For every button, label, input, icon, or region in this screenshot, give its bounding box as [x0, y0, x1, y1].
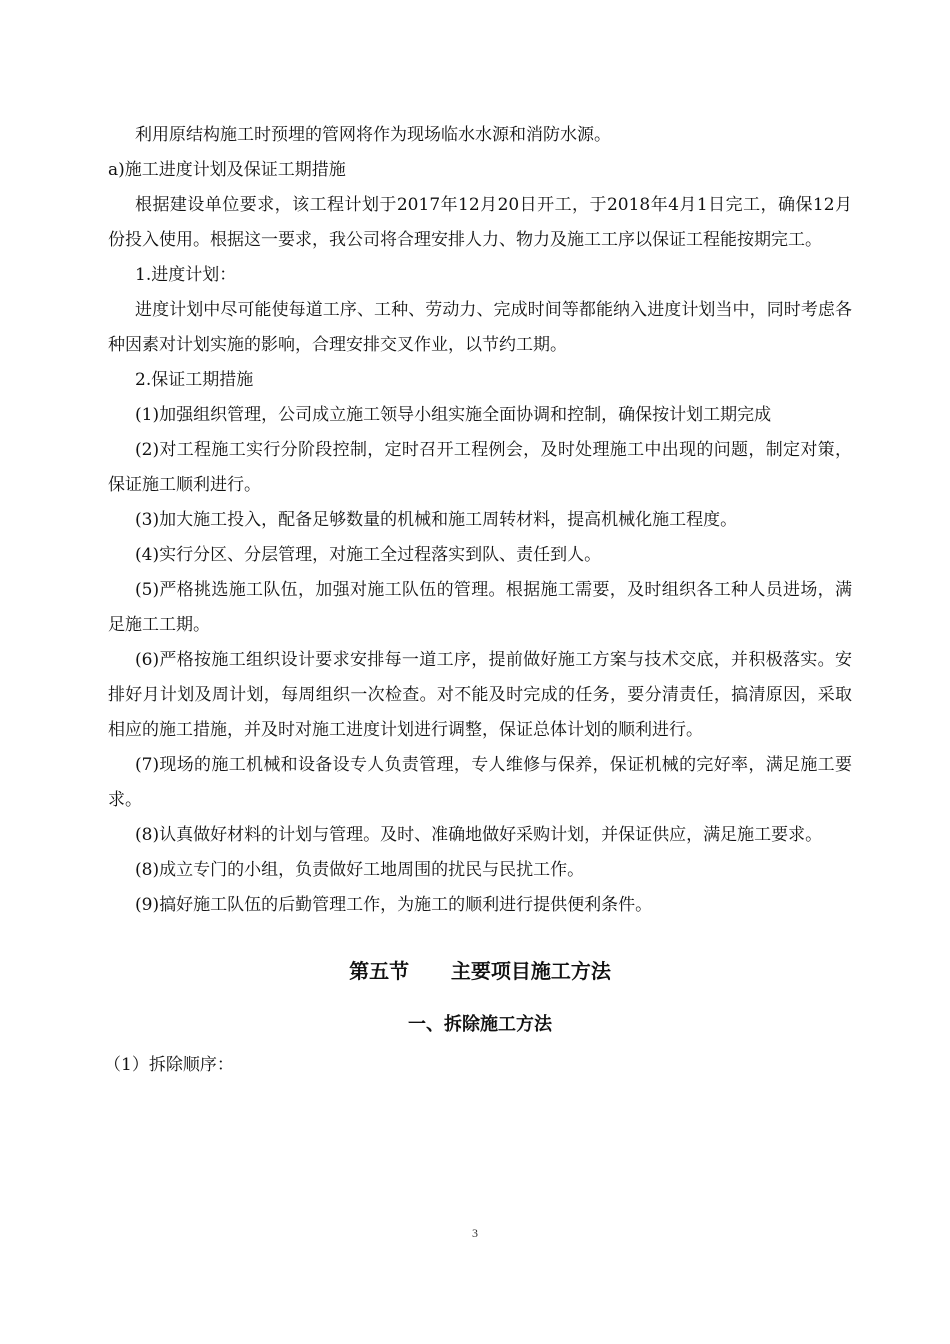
list-heading-demolition-order: （1）拆除顺序： — [104, 1055, 234, 1075]
paragraph-water-source: 利用原结构施工时预埋的管网将作为现场临水水源和消防水源。 — [135, 125, 611, 145]
document-body — [104, 118, 852, 1083]
list-item-8b: (8)成立专门的小组，负责做好工地周围的扰民与民扰工作。 — [135, 860, 585, 880]
list-item-1: (1)加强组织管理，公司成立施工领导小组实施全面协调和控制，确保按计划工期完成 — [135, 405, 772, 425]
section-heading: 第五节 主要项目施工方法 — [349, 959, 611, 983]
list-item-6: (6)严格按施工组织设计要求安排每一道工序，提前做好施工方案与技术交底，并积极落实。安排好月计划及周计划，每周组织一次检查。对不能及时完成的任务，要分清责任，搞清原因，采取相应的施工措施，并及时对施工进度计划进行调整，保证总体计划的顺利进行。 — [108, 650, 852, 740]
paragraph-progress-plan: 进度计划中尽可能使每道工序、工种、劳动力、完成时间等都能纳入进度计划当中，同时考虑各种因素对计划实施的影响，合理安排交叉作业，以节约工期。 — [108, 300, 852, 355]
list-item-7: (7)现场的施工机械和设备设专人负责管理，专人维修与保养，保证机械的完好率，满足施工要求。 — [108, 755, 852, 810]
list-item-2: (2)对工程施工实行分阶段控制，定时召开工程例会，及时处理施工中出现的问题，制定对策，保证施工顺利进行。 — [108, 440, 852, 495]
list-item-8a: (8)认真做好材料的计划与管理。及时、准确地做好采购计划，并保证供应，满足施工要求。 — [135, 825, 823, 845]
list-item-5: (5)严格挑选施工队伍，加强对施工队伍的管理。根据施工需要，及时组织各工种人员进场，满足施工工期。 — [108, 580, 852, 635]
heading-schedule-guarantee: 2.保证工期措施 — [135, 370, 254, 390]
subsection-heading: 一、拆除施工方法 — [408, 1014, 552, 1035]
list-item-9: (9)搞好施工队伍的后勤管理工作，为施工的顺利进行提供便利条件。 — [135, 895, 653, 915]
list-item-3: (3)加大施工投入，配备足够数量的机械和施工周转材料，提高机械化施工程度。 — [135, 510, 738, 530]
paragraph-construction-dates: 根据建设单位要求，该工程计划于2017年12月20日开工，于2018年4月1日完工，确保12月份投入使用。根据这一要求，我公司将合理安排人力、物力及施工工序以保证工程能按期完工。 — [108, 195, 852, 250]
list-item-4: (4)实行分区、分层管理，对施工全过程落实到队、责任到人。 — [135, 545, 602, 565]
page-number: 3 — [472, 1226, 478, 1240]
heading-schedule-measures: a)施工进度计划及保证工期措施 — [108, 160, 346, 180]
heading-progress-plan: 1.进度计划： — [135, 265, 237, 285]
